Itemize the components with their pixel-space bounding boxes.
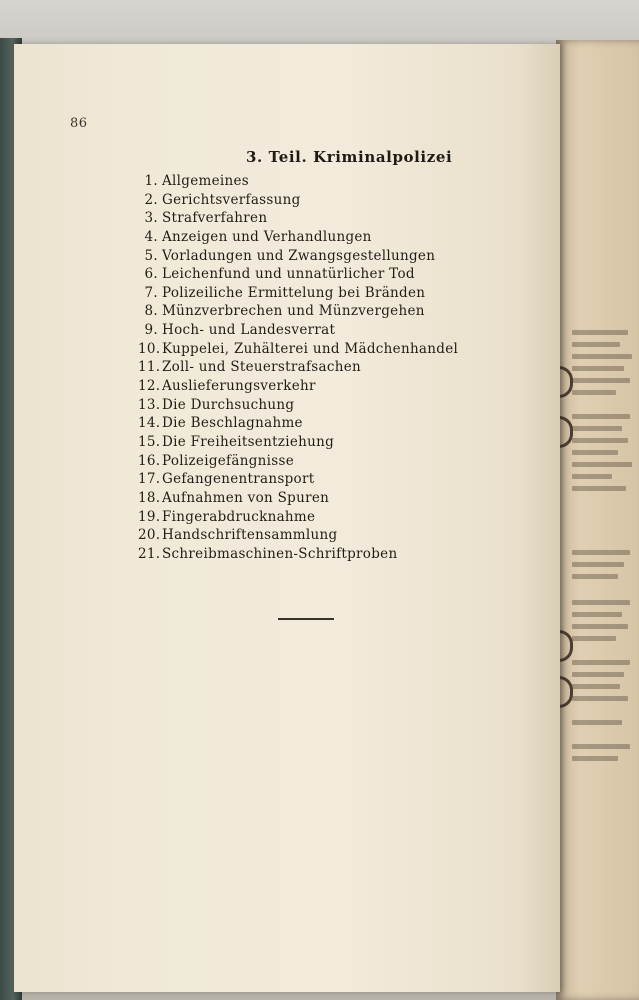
toc-entry-title: Die Beschlagnahme: [162, 415, 303, 432]
facing-text-fragment: [572, 414, 630, 419]
section-divider: [278, 618, 334, 620]
toc-entry-number: 15.: [138, 433, 161, 450]
toc-entry-title: Aufnahmen von Spuren: [162, 489, 330, 506]
toc-entry-number: 11.: [138, 359, 161, 376]
facing-text-fragment: [572, 660, 630, 665]
toc-entry-number: 3.: [144, 210, 158, 227]
facing-text-fragment: [572, 744, 630, 749]
toc-entry-title: Leichenfund und unnatürlicher Tod: [162, 266, 415, 283]
book-page: [14, 44, 560, 992]
facing-text-fragment: [572, 342, 620, 347]
toc-entry: [138, 470, 458, 489]
facing-text-fragment: [572, 562, 624, 567]
facing-text-fragment: [572, 354, 632, 359]
facing-text-fragment: [572, 474, 612, 479]
facing-text-fragment: [572, 390, 616, 395]
toc-entry-number: 5.: [144, 247, 158, 264]
page-number: 86: [70, 116, 88, 131]
facing-text-fragment: [572, 684, 620, 689]
toc-entry-title: Die Freiheitsentziehung: [162, 433, 335, 450]
toc-entry: [138, 396, 458, 415]
toc-entry-number: 16.: [138, 452, 161, 469]
toc-entry-title: Vorladungen und Zwangsgestellungen: [162, 247, 436, 264]
toc-entry-number: 7.: [144, 284, 158, 301]
toc-entry-number: 21.: [138, 545, 161, 562]
toc-entry-title: Münzverbrechen und Münzvergehen: [162, 303, 425, 320]
toc-entry-title: Die Durchsuchung: [162, 396, 295, 413]
toc-entry-title: Polizeiliche Ermittelung bei Bränden: [162, 284, 426, 301]
toc-entry-number: 19.: [138, 508, 161, 525]
toc-entry-title: Zoll- und Steuerstrafsachen: [162, 359, 361, 376]
toc-entry-number: 12.: [138, 378, 161, 395]
facing-text-fragment: [572, 612, 622, 617]
toc-entry: [138, 172, 458, 191]
facing-text-fragment: [572, 624, 628, 629]
toc-entry-title: Polizeigefängnisse: [162, 452, 294, 469]
toc-entry: [138, 321, 458, 340]
facing-text-fragment: [572, 438, 628, 443]
toc-entry: [138, 247, 458, 266]
toc-entry-title: Fingerabdrucknahme: [162, 508, 316, 525]
toc-entry: [138, 191, 458, 210]
toc-entry-number: 10.: [138, 340, 161, 357]
toc-entry-number: 4.: [144, 228, 158, 245]
toc-entry-title: Hoch- und Landesverrat: [162, 322, 336, 339]
facing-text-fragment: [572, 366, 624, 371]
facing-text-fragment: [572, 450, 618, 455]
toc-entry-number: 14.: [138, 415, 161, 432]
toc-entry-number: 18.: [138, 489, 161, 506]
facing-text-fragment: [572, 574, 618, 579]
toc-entry: [138, 545, 458, 564]
facing-text-fragment: [572, 672, 624, 677]
toc-entry-title: Gerichtsverfassung: [162, 191, 301, 208]
toc-entry-number: 20.: [138, 527, 161, 544]
table-of-contents: [138, 172, 458, 563]
toc-entry-title: Kuppelei, Zuhälterei und Mädchenhandel: [162, 340, 459, 357]
facing-text-fragment: [572, 462, 632, 467]
toc-entry: [138, 489, 458, 508]
toc-entry: [138, 228, 458, 247]
toc-entry: [138, 452, 458, 471]
facing-text-fragment: [572, 720, 622, 725]
toc-entry-title: Handschriftensammlung: [162, 527, 338, 544]
toc-entry-number: 9.: [144, 322, 158, 339]
toc-entry-title: Allgemeines: [162, 173, 250, 189]
facing-text-fragment: [572, 486, 626, 491]
toc-entry: [138, 265, 458, 284]
facing-text-fragment: [572, 600, 630, 605]
facing-page-edge: [556, 40, 639, 1000]
section-title: 3. Teil. Kriminalpolizei: [246, 148, 453, 166]
toc-entry: [138, 209, 458, 228]
toc-entry: [138, 302, 458, 321]
facing-text-fragment: [572, 756, 618, 761]
toc-entry: [138, 340, 458, 359]
facing-text-fragment: [572, 636, 616, 641]
toc-entry-title: Anzeigen und Verhandlungen: [162, 228, 372, 245]
toc-entry-title: Schreibmaschinen-Schriftproben: [162, 545, 398, 562]
facing-text-fragment: [572, 330, 628, 335]
toc-entry: [138, 358, 458, 377]
facing-text-fragment: [572, 426, 622, 431]
toc-entry-number: 8.: [144, 303, 158, 320]
facing-text-fragment: [572, 550, 630, 555]
toc-entry-number: 6.: [144, 266, 158, 283]
toc-entry-number: 1.: [144, 173, 158, 189]
toc-entry-number: 2.: [144, 191, 158, 208]
toc-entry-title: Strafverfahren: [162, 210, 268, 227]
toc-entry: [138, 508, 458, 527]
toc-entry: [138, 414, 458, 433]
toc-entry-number: 13.: [138, 396, 161, 413]
toc-entry: [138, 526, 458, 545]
toc-entry-title: Auslieferungsverkehr: [162, 378, 316, 395]
toc-entry: [138, 377, 458, 396]
toc-entry: [138, 284, 458, 303]
toc-entry-title: Gefangenentransport: [162, 471, 315, 488]
toc-entry-number: 17.: [138, 471, 161, 488]
toc-entry: [138, 433, 458, 452]
facing-text-fragment: [572, 378, 630, 383]
facing-text-fragment: [572, 696, 628, 701]
